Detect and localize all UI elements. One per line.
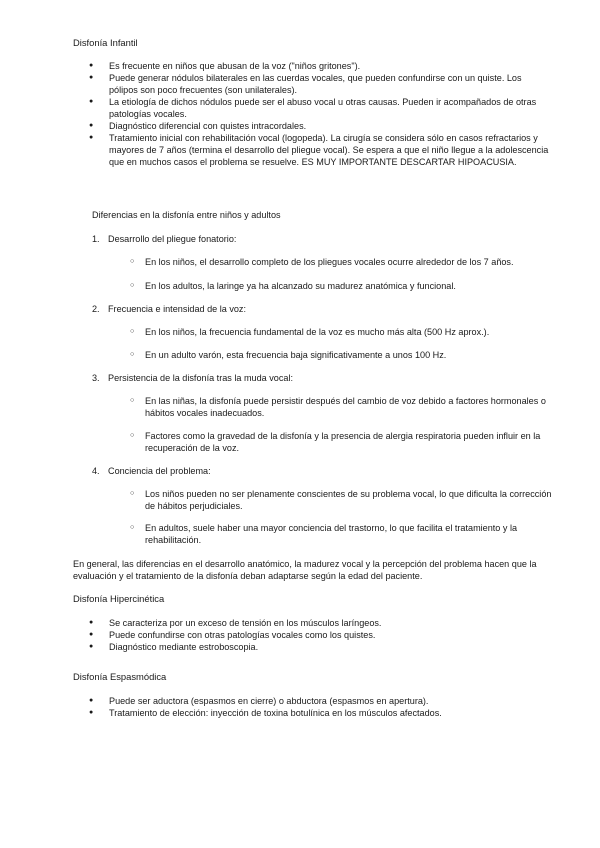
numbered-item-4 bbox=[92, 465, 211, 477]
sub-item: ○ En adultos, suele haber una mayor conciencia del trastorno, lo que facilita el tratamiento y la rehabilitación. bbox=[130, 522, 565, 546]
item-label: Desarrollo del pliegue fonatorio: bbox=[108, 234, 237, 244]
list-item: ● Puede confundirse con otras patologías vocales como los quistes. bbox=[89, 629, 569, 641]
numbered-item-1 bbox=[92, 233, 236, 245]
sub-item: ○ En un adulto varón, esta frecuencia baja significativamente a unos 100 Hz. bbox=[130, 349, 575, 361]
numbered-item-2 bbox=[92, 303, 246, 315]
list-item: ● La etiología de dichos nódulos puede ser el abuso vocal u otras causas. Pueden ir acompañados de otras patologías vocales. bbox=[89, 96, 569, 120]
bullet-list-infantil bbox=[89, 60, 569, 168]
sub-item: ○ Los niños pueden no ser plenamente conscientes de su problema vocal, lo que dificulta la corrección de hábitos perjudiciales. bbox=[130, 488, 555, 512]
section-title-disfonia-espasmodica: Disfonía Espasmódica bbox=[73, 671, 167, 682]
list-item: ● Es frecuente en niños que abusan de la voz ("niños gritones"). bbox=[89, 60, 569, 72]
item-label: Conciencia del problema: bbox=[108, 466, 211, 476]
list-item: ● Se caracteriza por un exceso de tensión en los músculos laríngeos. bbox=[89, 617, 569, 629]
section-title-disfonia-hipercinetica: Disfonía Hipercinética bbox=[73, 593, 165, 604]
bullet-list-hipercinetica bbox=[89, 617, 569, 653]
item-number: 4. bbox=[92, 466, 100, 476]
list-item: ● Tratamiento de elección: inyección de toxina botulínica en los músculos afectados. bbox=[89, 707, 569, 719]
section-title-disfonia-infantil: Disfonía Infantil bbox=[73, 37, 138, 48]
list-item: ● Diagnóstico mediante estroboscopia. bbox=[89, 641, 569, 653]
item-number: 1. bbox=[92, 234, 100, 244]
item-label: Frecuencia e intensidad de la voz: bbox=[108, 304, 247, 314]
sub-item: ○ En los adultos, la laringe ya ha alcanzado su madurez anatómica y funcional. bbox=[130, 280, 575, 292]
conclusion-paragraph: En general, las diferencias en el desarrollo anatómico, la madurez vocal y la percepción del problema hacen que la evaluación y el tratamiento de la disfonía deban adaptarse según la edad del paciente. bbox=[73, 559, 537, 581]
sub-item: ○ Factores como la gravedad de la disfonía y la presencia de alergia respiratoria pueden influir en la recuperación de la voz. bbox=[130, 430, 555, 454]
sub-item: ○ En las niñas, la disfonía puede persistir después del cambio de voz debido a factores hormonales o hábitos vocales inadecuados. bbox=[130, 395, 555, 419]
list-item: ● Puede ser aductora (espasmos en cierre) o abductora (espasmos en apertura). bbox=[89, 695, 569, 707]
sub-item: ○ En los niños, la frecuencia fundamental de la voz es mucho más alta (500 Hz aprox.). bbox=[130, 326, 575, 338]
list-item: ● Tratamiento inicial con rehabilitación vocal (logopeda). La cirugía se considera sólo en casos refractarios y mayores de 7 años (termina el desarrollo del pliegue vocal). Se espera a que el niño llegue a la adolescencia que en muchos casos el problema se resuelve. ES MUY IMPORTANTE DESCARTAR HIPOACUSIA. bbox=[89, 132, 569, 168]
item-label: Persistencia de la disfonía tras la muda vocal: bbox=[108, 373, 294, 383]
list-item: ● Puede generar nódulos bilaterales en las cuerdas vocales, que pueden confundirse con un quiste. Los pólipos son poco frecuentes (son unilaterales). bbox=[89, 72, 569, 96]
subsection-title: Diferencias en la disfonía entre niños y adultos bbox=[92, 210, 281, 220]
item-number: 3. bbox=[92, 373, 100, 383]
item-number: 2. bbox=[92, 304, 100, 314]
bullet-list-espasmodica bbox=[89, 695, 569, 719]
sub-item: ○ En los niños, el desarrollo completo de los pliegues vocales ocurre alrededor de los 7 años. bbox=[130, 256, 575, 268]
numbered-item-3 bbox=[92, 372, 293, 384]
list-item: ● Diagnóstico diferencial con quistes intracordales. bbox=[89, 120, 569, 132]
